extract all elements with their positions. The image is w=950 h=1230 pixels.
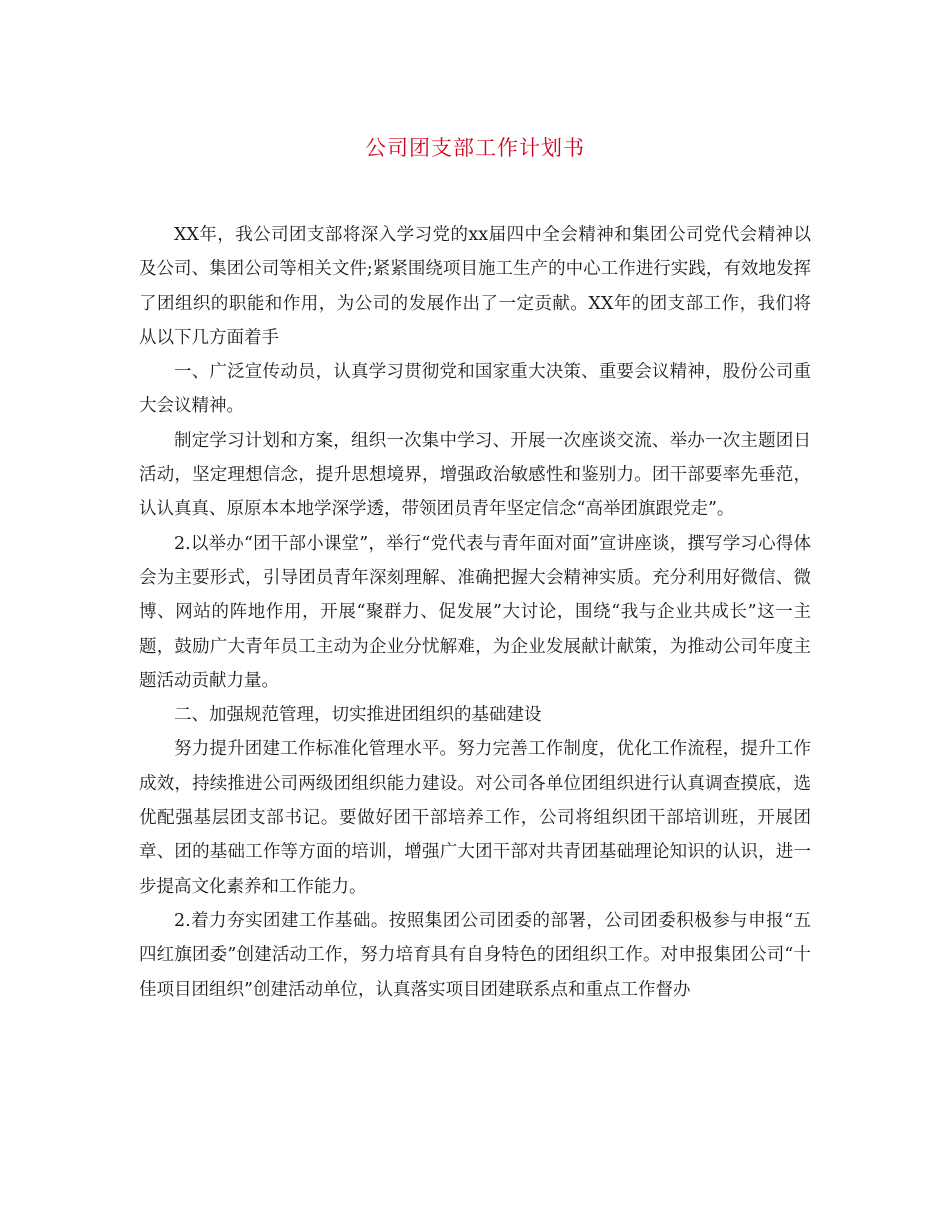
paragraph-standardization: 努力提升团建工作标准化管理水平。努力完善工作制度，优化工作流程，提升工作成效，持续推进公司两级团组织能力建设。对公司各单位团组织进行认真调查摸底，选优配强基层团支部书记。要做好团干部培养工作，公司将组织团干部培训班，开展团章、团的基础工作等方面的培训，增强广大团干部对共青团基础理论知识的认识，进一步提高文化素养和工作能力。 bbox=[139, 739, 811, 897]
paragraph-study-plan: 制定学习计划和方案，组织一次集中学习、开展一次座谈交流、举办一次主题团日活动，坚定理想信念，提升思想境界，增强政治敏感性和鉴别力。团干部要率先垂范，认认真真、原原本本地学深学透，带领团员青年坚定信念“高举团旗跟党走”。 bbox=[139, 430, 811, 520]
paragraph-intro: XX年，我公司团支部将深入学习党的xx届四中全会精神和集团公司党代会精神以及公司、集团公司等相关文件;紧紧围绕项目施工生产的中心工作进行实践，有效地发挥了团组织的职能和作用，为公司的发展作出了一定贡献。XX年的团支部工作，我们将从以下几方面着手 bbox=[139, 225, 811, 348]
document-title: 公司团支部工作计划书 bbox=[365, 136, 585, 160]
paragraph-section-2-heading: 二、加强规范管理，切实推进团组织的基础建设 bbox=[174, 705, 542, 726]
paragraph-section-1-heading: 一、广泛宣传动员，认真学习贯彻党和国家重大决策、重要会议精神，股份公司重大会议精神。 bbox=[139, 362, 811, 417]
paragraph-item-2-lecture: 2.以举办“团干部小课堂”，举行“党代表与青年面对面”宣讲座谈，撰写学习心得体会为主要形式，引导团员青年深刻理解、准确把握大会精神实质。充分利用好微信、微博、网站的阵地作用，开展“聚群力、促发展”大讨论，围绕“我与企业共成长”这一主题，鼓励广大青年员工主动为企业分忧解难，为企业发展献计献策，为推动公司年度主题活动贡献力量。 bbox=[139, 533, 811, 691]
paragraph-item-2-foundation: 2.着力夯实团建工作基础。按照集团公司团委的部署，公司团委积极参与申报“五四红旗团委”创建活动工作，努力培育具有自身特色的团组织工作。对申报集团公司“十佳项目团组织”创建活动单位，认真落实项目团建联系点和重点工作督办 bbox=[139, 910, 811, 1000]
document-body bbox=[139, 218, 811, 1007]
